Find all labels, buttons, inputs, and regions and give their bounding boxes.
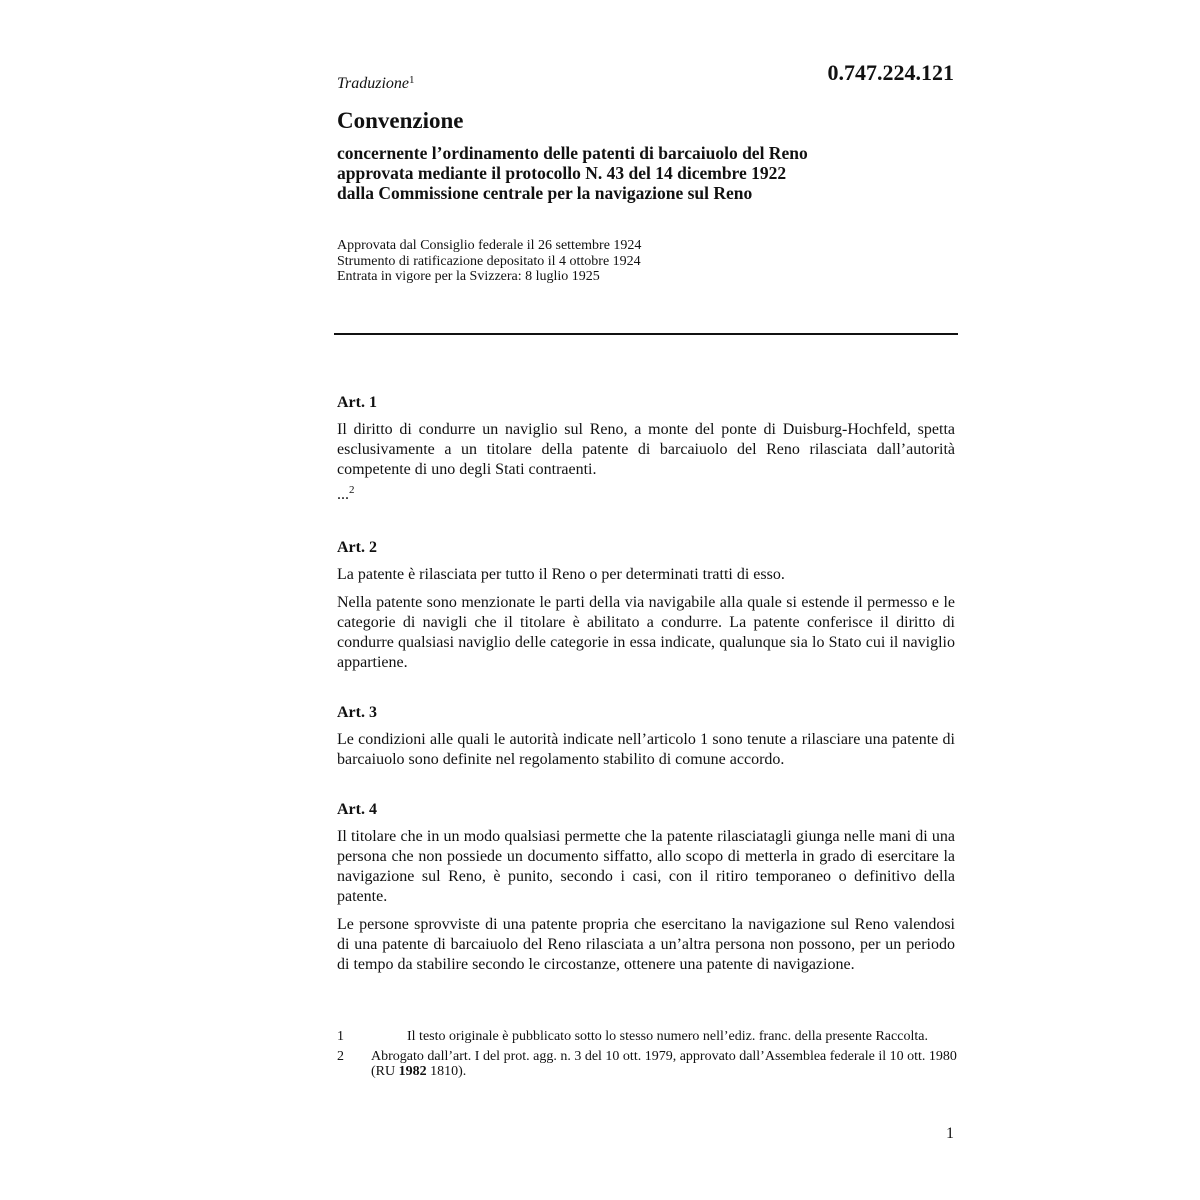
translation-label-text: Traduzione bbox=[337, 75, 410, 92]
article-paragraph: Nella patente sono menzionate le parti della via navigabile alla quale si estende il permesso e le categorie di navigli che il titolare è abilitato a condurre. La patente conferisce il diritto di condurre qualsiasi naviglio delle categorie in essa indicate, qualunque sia lo Stato cui il naviglio appartiene. bbox=[337, 594, 955, 671]
footnote-ref-2[interactable]: 2 bbox=[349, 484, 355, 496]
footnote-text-after: 1810). bbox=[426, 1064, 467, 1079]
ellipsis-text: ... bbox=[337, 486, 349, 503]
article-paragraph: La patente è rilasciata per tutto il Reno o per determinati tratti di esso. bbox=[337, 566, 785, 583]
approval-line: Approvata dal Consiglio federale il 26 settembre 1924 bbox=[337, 238, 642, 253]
header-divider bbox=[334, 333, 958, 335]
article-paragraph: Il diritto di condurre un naviglio sul Reno, a monte del ponte di Duisburg-Hochfeld, spetta esclusivamente a un titolare della patente di barcaiuolo del Reno rilasciata dall’autorità competente di uno degli Stati contraenti. bbox=[337, 421, 955, 478]
footnote-number: 2 bbox=[337, 1048, 344, 1064]
footnote-text-before: Abrogato dall’art. I del prot. agg. n. 3 del 10 ott. 1979, approvato dall’Assemblea federale il 10 ott. 1980 (RU bbox=[371, 1048, 957, 1079]
subtitle-line: dalla Commissione centrale per la navigazione sul Reno bbox=[337, 183, 753, 203]
footnote-ru-volume: 1982 bbox=[398, 1064, 427, 1079]
repealed-ellipsis bbox=[337, 484, 955, 504]
article-heading: Art. 4 bbox=[337, 801, 377, 818]
translation-label bbox=[337, 74, 415, 93]
footnotes bbox=[337, 1029, 957, 1080]
article-paragraph: Il titolare che in un modo qualsiasi permette che la patente rilasciatagli giunga nelle mani di una persona che non possiede un documento siffatto, allo scopo di metterla in grado di esercitare la navigazione sul Reno, è punito, secondo i casi, con il ritiro temporaneo o definitivo della patente. bbox=[337, 828, 955, 905]
article-2 bbox=[337, 539, 955, 673]
approval-line: Strumento di ratificazione depositato il 4 ottobre 1924 bbox=[337, 253, 641, 269]
footnote-1 bbox=[337, 1029, 957, 1045]
approval-block bbox=[337, 238, 641, 285]
translation-footnote-ref[interactable]: 1 bbox=[409, 74, 415, 86]
article-3 bbox=[337, 704, 955, 770]
subtitle-line: approvata mediante il protocollo N. 43 del 14 dicembre 1922 bbox=[337, 163, 787, 183]
article-heading: Art. 3 bbox=[337, 704, 377, 721]
footnote-number: 1 bbox=[337, 1029, 344, 1044]
article-heading: Art. 2 bbox=[337, 539, 377, 556]
document-title: Convenzione bbox=[337, 108, 464, 133]
approval-line: Entrata in vigore per la Svizzera: 8 luglio 1925 bbox=[337, 269, 600, 284]
footnote-text: Il testo originale è pubblicato sotto lo stesso numero nell’ediz. franc. della presente Raccolta. bbox=[407, 1029, 928, 1044]
article-1 bbox=[337, 394, 955, 504]
footnote-text bbox=[371, 1049, 957, 1080]
article-paragraph: Le condizioni alle quali le autorità indicate nell’articolo 1 sono tenute a rilasciare una patente di barcaiuolo sono definite nel regolamento stabilito di comune accordo. bbox=[337, 731, 955, 768]
subtitle-line: concernente l’ordinamento delle patenti di barcaiuolo del Reno bbox=[337, 143, 808, 163]
document-subtitle bbox=[337, 143, 957, 203]
sr-number: 0.747.224.121 bbox=[827, 60, 954, 85]
page-number: 1 bbox=[946, 1125, 954, 1142]
article-heading: Art. 1 bbox=[337, 394, 377, 411]
footnote-2 bbox=[337, 1049, 957, 1080]
article-4 bbox=[337, 801, 955, 975]
article-paragraph: Le persone sprovviste di una patente propria che esercitano la navigazione sul Reno valendosi di una patente di barcaiuolo del Reno rilasciata a un’altra persona non possono, per un periodo di tempo da stabilire secondo le circostanze, ottenere una patente di navigazione. bbox=[337, 916, 955, 973]
